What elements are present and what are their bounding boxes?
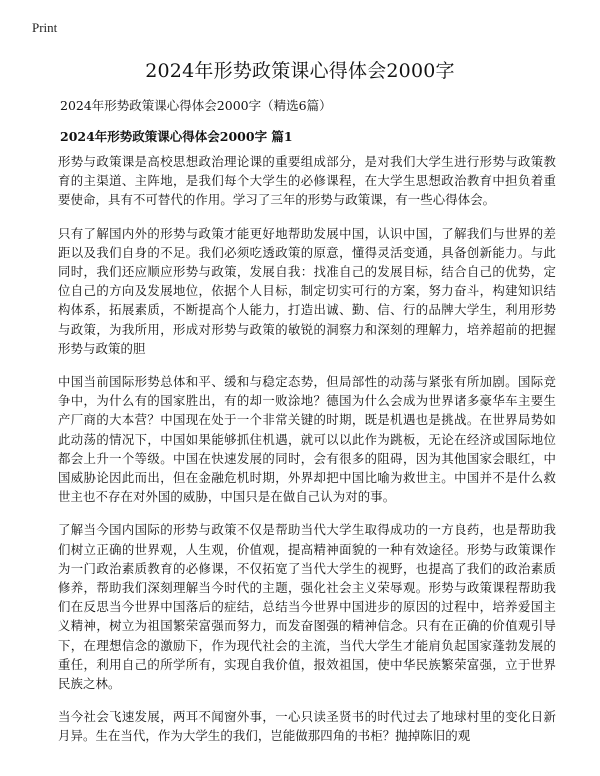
paragraph-3: 中国当前国际形势总体和平、缓和与稳定态势，但局部性的动荡与紧张有所加剧。国际竞争中，为什么有的国家胜出，有的却一败涂地？德国为什么会成为世界诸多豪华车主要生产厂商的大本营？中国现在处于一个非常关键的时期，既是机遇也是挑战。在世界局势如此动荡的情况下，中国如果能够抓住机遇，就可以以此作为跳板，无论在经济或国际地位都会上升一个等级。中国在快速发展的同时，会有很多的阻碍，因为其他国家会眼红，中国威胁论因此而出，但在金融危机时期，外界却把中国比喻为救世主。中国并不是什么救世主也不存在对外国的威胁，中国只是在做自己认为对的事。 xyxy=(58,374,556,505)
paragraph-1: 形势与政策课是高校思想政治理论课的重要组成部分，是对我们大学生进行形势与政策教育的主渠道、主阵地，是我们每个大学生的必修课程，在大学生思想政治教育中担负着重要使命，具有不可替代的作用。学习了三年的形势与政策课，有一些心得体会。 xyxy=(58,154,556,208)
document-subtitle: 2024年形势政策课心得体会2000字（精选6篇） xyxy=(60,98,332,113)
print-link[interactable]: Print xyxy=(32,20,58,35)
paragraph-4: 了解当今国内国际的形势与政策不仅是帮助当代大学生取得成功的一方良药，也是帮助我们树立正确的世界观，人生观，价值观，提高精神面貌的一种有效途径。形势与政策课作为一门政治素质教育的必修课，不仅拓宽了当代大学生的视野，也提高了我们的政治素质修养，帮助我们深刻理解当今时代的主题，强化社会主义荣辱观。形势与政策课程帮助我们在反思当今世界中国落后的症结，总结当今世界中国进步的原因的过程中，培养爱国主义精神，树立为祖国繁荣富强而努力，而发奋图强的精神信念。只有在正确的价值观引导下，在理想信念的激励下，作为现代社会的主流，当代大学生才能肩负起国家蓬勃发展的重任，利用自己的所学所有，实现自我价值，报效祖国，使中华民族繁荣富强，立于世界民族之林。 xyxy=(58,522,556,692)
page-title: 2024年形势政策课心得体会2000字 xyxy=(145,60,455,82)
paragraph-5: 当今社会飞速发展，两耳不闻窗外事，一心只读圣贤书的时代过去了地球村里的变化日新月异。生在当代，作为大学生的我们，岂能做那四角的书柜？抛掉陈旧的观 xyxy=(58,709,556,744)
article-body xyxy=(58,152,556,760)
paragraph-2: 只有了解国内外的形势与政策才能更好地帮助发展中国，认识中国，了解我们与世界的差距以及我们自身的不足。我们必须吃透政策的原意，懂得灵活变通，具备创新能力。与此同时，我们还应顺应形势与政策，发展自我：找准自己的发展目标，结合自己的优势，定位自己的方向及发展地位，依据个人目标，制定切实可行的方案，努力奋斗，构建知识结构体系，拓展素质，不断提高个人能力，打造出诚、勤、信、行的品牌大学生，利用形势与政策，为我所用，形成对形势与政策的敏锐的洞察力和深刻的理解力，培养超前的把握形势与政策的胆 xyxy=(58,225,556,356)
section-heading: 2024年形势政策课心得体会2000字 篇1 xyxy=(60,129,293,144)
